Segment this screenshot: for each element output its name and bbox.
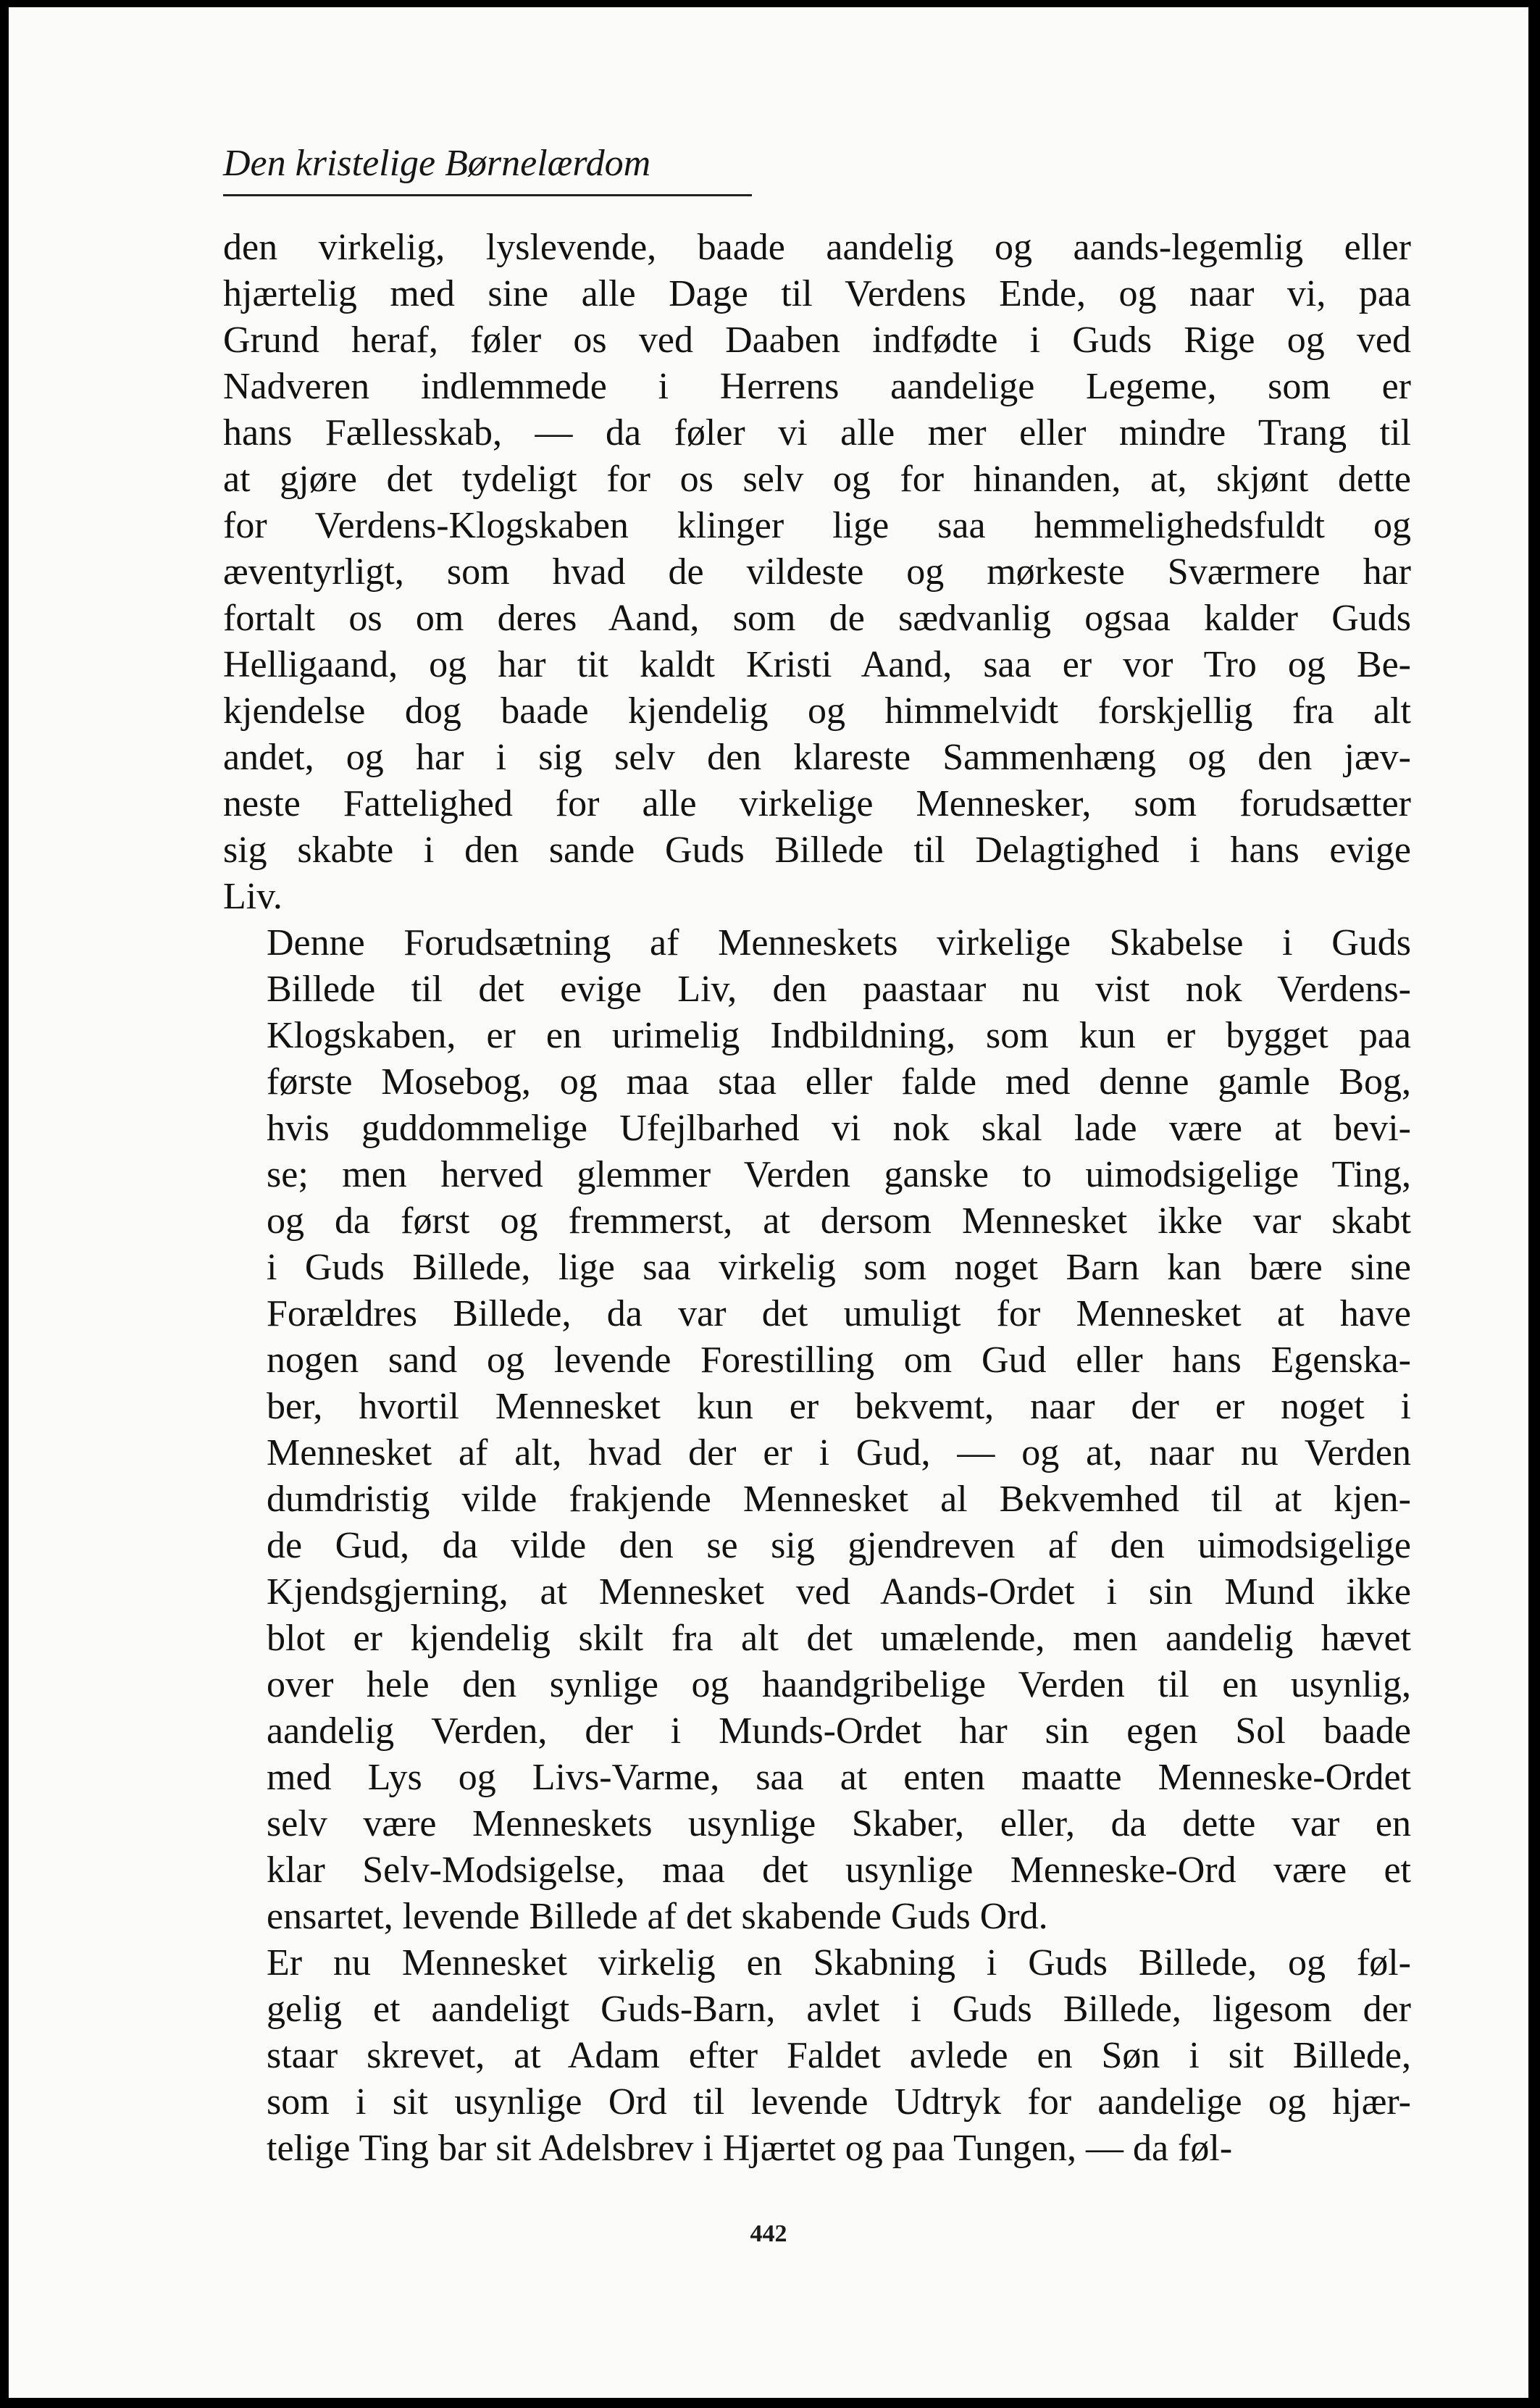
text-line: se; men herved glemmer Verden ganske to uimodsigelige Ting, (267, 1154, 1411, 1195)
text-line: med Lys og Livs-Varme, saa at enten maatte Menneske-Ordet (267, 1757, 1411, 1798)
text-line: telige Ting bar sit Adelsbrev i Hjærtet og paa Tungen, — da føl- (267, 2128, 1233, 2169)
text-line: klar Selv-Modsigelse, maa det usynlige Menneske-Ord være et (267, 1849, 1411, 1891)
text-line: nogen sand og levende Forestilling om Gud eller hans Egenska- (267, 1339, 1411, 1381)
text-line: at gjøre det tydeligt for os selv og for hinanden, at, skjønt dette (223, 459, 1411, 500)
text-line: Grund heraf, føler os ved Daaben indfødte i Guds Rige og ved (223, 319, 1411, 361)
text-line: gelig et aandeligt Guds-Barn, avlet i Guds Billede, ligesom der (267, 1989, 1411, 2030)
text-line: den virkelig, lyslevende, baade aandelig og aands-legemlig eller (223, 227, 1411, 268)
text-line: æventyrligt, som hvad de vildeste og mørkeste Sværmere har (223, 551, 1411, 593)
text-line: de Gud, da vilde den se sig gjendreven af den uimodsigelige (267, 1525, 1411, 1566)
text-line: Billede til det evige Liv, den paastaar nu vist nok Verdens- (267, 969, 1411, 1010)
text-line: Liv. (223, 876, 283, 917)
text-line: fortalt os om deres Aand, som de sædvanlig ogsaa kalder Guds (223, 598, 1411, 639)
text-line: neste Fattelighed for alle virkelige Mennesker, som forudsætter (223, 783, 1411, 824)
text-line: i Guds Billede, lige saa virkelig som noget Barn kan bære sine (267, 1247, 1411, 1288)
text-line: hvis guddommelige Ufejlbarhed vi nok skal lade være at bevi- (267, 1108, 1411, 1149)
text-line: dumdristig vilde frakjende Mennesket al Bekvemhed til at kjen- (267, 1479, 1411, 1520)
text-line: ensartet, levende Billede af det skabende Guds Ord. (267, 1896, 1048, 1937)
body-text (223, 225, 1411, 2172)
text-line: Nadveren indlemmede i Herrens aandelige Legeme, som er (223, 366, 1411, 407)
text-line: Forældres Billede, da var det umuligt for Mennesket at have (267, 1293, 1411, 1334)
text-line: Klogskaben, er en urimelig Indbildning, som kun er bygget paa (267, 1015, 1411, 1056)
text-line: Kjendsgjerning, at Mennesket ved Aands-Ordet i sin Mund ikke (267, 1571, 1411, 1613)
text-line: første Mosebog, og maa staa eller falde med denne gamle Bog, (267, 1061, 1411, 1103)
text-line: over hele den synlige og haandgribelige Verden til en usynlig, (267, 1664, 1411, 1705)
paragraph-3 (223, 1940, 1411, 2172)
text-line: aandelig Verden, der i Munds-Ordet har sin egen Sol baade (267, 1710, 1411, 1752)
text-line: andet, og har i sig selv den klareste Sammenhæng og den jæv- (223, 737, 1411, 778)
text-line: og da først og fremmerst, at dersom Mennesket ikke var skabt (267, 1200, 1411, 1242)
text-line: hjærtelig med sine alle Dage til Verdens Ende, og naar vi, paa (223, 273, 1411, 314)
text-line: Helligaand, og har tit kaldt Kristi Aand, saa er vor Tro og Be- (223, 644, 1411, 685)
running-head: Den kristelige Børnelærdom (223, 141, 752, 196)
text-line: kjendelse dog baade kjendelig og himmelvidt forskjellig fra alt (223, 690, 1411, 732)
text-line: blot er kjendelig skilt fra alt det umælende, men aandelig hævet (267, 1618, 1411, 1659)
text-line: selv være Menneskets usynlige Skaber, eller, da dette var en (267, 1803, 1411, 1844)
paragraph-1 (223, 225, 1411, 920)
text-line: sig skabte i den sande Guds Billede til Delagtighed i hans evige (223, 829, 1411, 871)
text-line: staar skrevet, at Adam efter Faldet avlede en Søn i sit Billede, (267, 2035, 1411, 2076)
text-line: Er nu Mennesket virkelig en Skabning i Guds Billede, og føl- (267, 1942, 1411, 1983)
paragraph-2 (223, 920, 1411, 1940)
text-line: Denne Forudsætning af Menneskets virkelige Skabelse i Guds (267, 922, 1411, 963)
text-line: som i sit usynlige Ord til levende Udtryk for aandelige og hjær- (267, 2081, 1411, 2123)
text-line: for Verdens-Klogskaben klinger lige saa hemmelighedsfuldt og (223, 505, 1411, 546)
text-line: ber, hvortil Mennesket kun er bekvemt, naar der er noget i (267, 1386, 1411, 1427)
book-page (9, 7, 1528, 2398)
page-number: 442 (750, 2220, 787, 2247)
text-line: Mennesket af alt, hvad der er i Gud, — og at, naar nu Verden (267, 1432, 1411, 1473)
text-line: hans Fællesskab, — da føler vi alle mer eller mindre Trang til (223, 412, 1411, 453)
